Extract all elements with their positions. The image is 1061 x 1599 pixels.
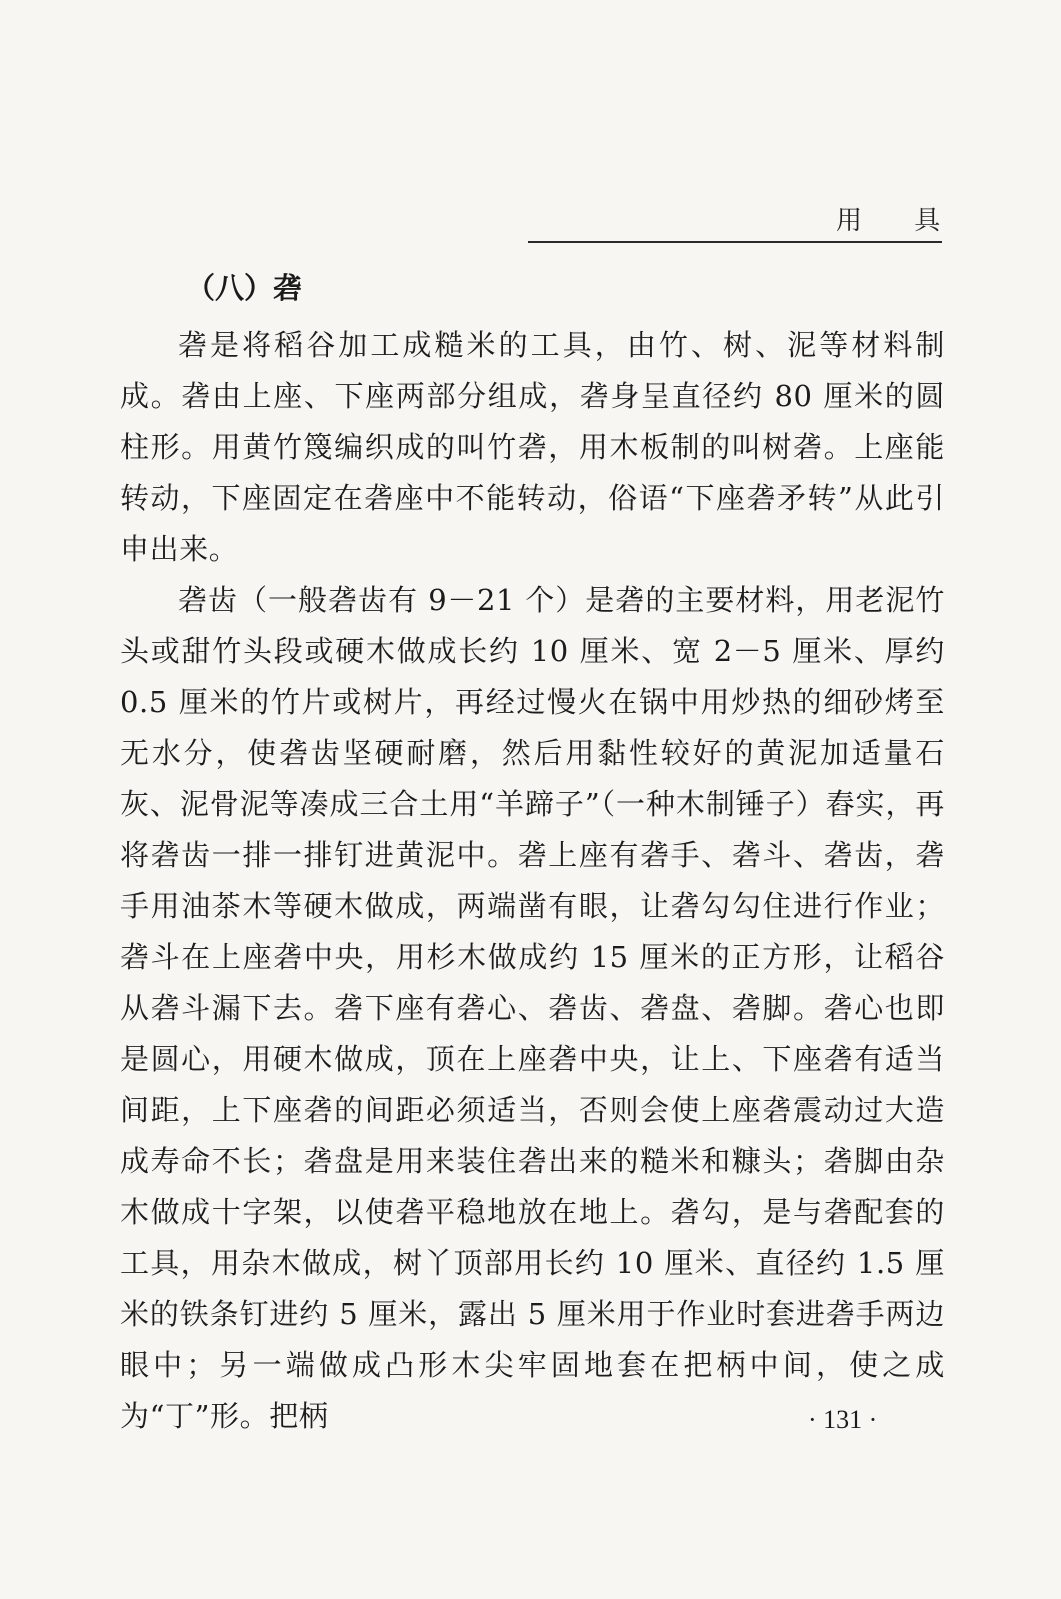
header-rule	[528, 241, 942, 243]
page-number: · 131 ·	[808, 1405, 878, 1434]
paragraph-1: 砻是将稻谷加工成糙米的工具，由竹、树、泥等材料制成。砻由上座、下座两部分组成，砻身呈直径约 80 厘米的圆柱形。用黄竹篾编织成的叫竹砻，用木板制的叫树砻。上座能转动，下座固定在砻座中不能转动，俗语“下座砻矛转”从此引申出来。	[120, 328, 945, 566]
section-title: （八）砻	[186, 271, 303, 305]
paragraph-2: 砻齿（一般砻齿有 9－21 个）是砻的主要材料，用老泥竹头或甜竹头段或硬木做成长约 10 厘米、宽 2－5 厘米、厚约 0.5 厘米的竹片或树片，再经过慢火在锅中用炒热的细砂烤至无水分，使砻齿坚硬耐磨，然后用黏性较好的黄泥加适量石灰、泥骨泥等凑成三合土用“羊蹄子”（一种木制锤子）舂实，再将砻齿一排一排钉进黄泥中。砻上座有砻手、砻斗、砻齿，砻手用油茶木等硬木做成，两端凿有眼，让砻勾勾住进行作业；砻斗在上座砻中央，用杉木做成约 15 厘米的正方形，让稻谷从砻斗漏下去。砻下座有砻心、砻齿、砻盘、砻脚。砻心也即是圆心，用硬木做成，顶在上座砻中央，让上、下座砻有适当间距，上下座砻的间距必须适当，否则会使上座砻震动过大造成寿命不长；砻盘是用来装住砻出来的糙米和糠头；砻脚由杂木做成十字架，以使砻平稳地放在地上。砻勾，是与砻配套的工具，用杂木做成，树丫顶部用长约 10 厘米、直径约 1.5 厘米的铁条钉进约 5 厘米，露出 5 厘米用于作业时套进砻手两边眼中；另一端做成凸形木尖牢固地套在把柄中间，使之成为“丁”形。把柄	[120, 583, 945, 1433]
running-head: 用 具	[836, 206, 963, 236]
